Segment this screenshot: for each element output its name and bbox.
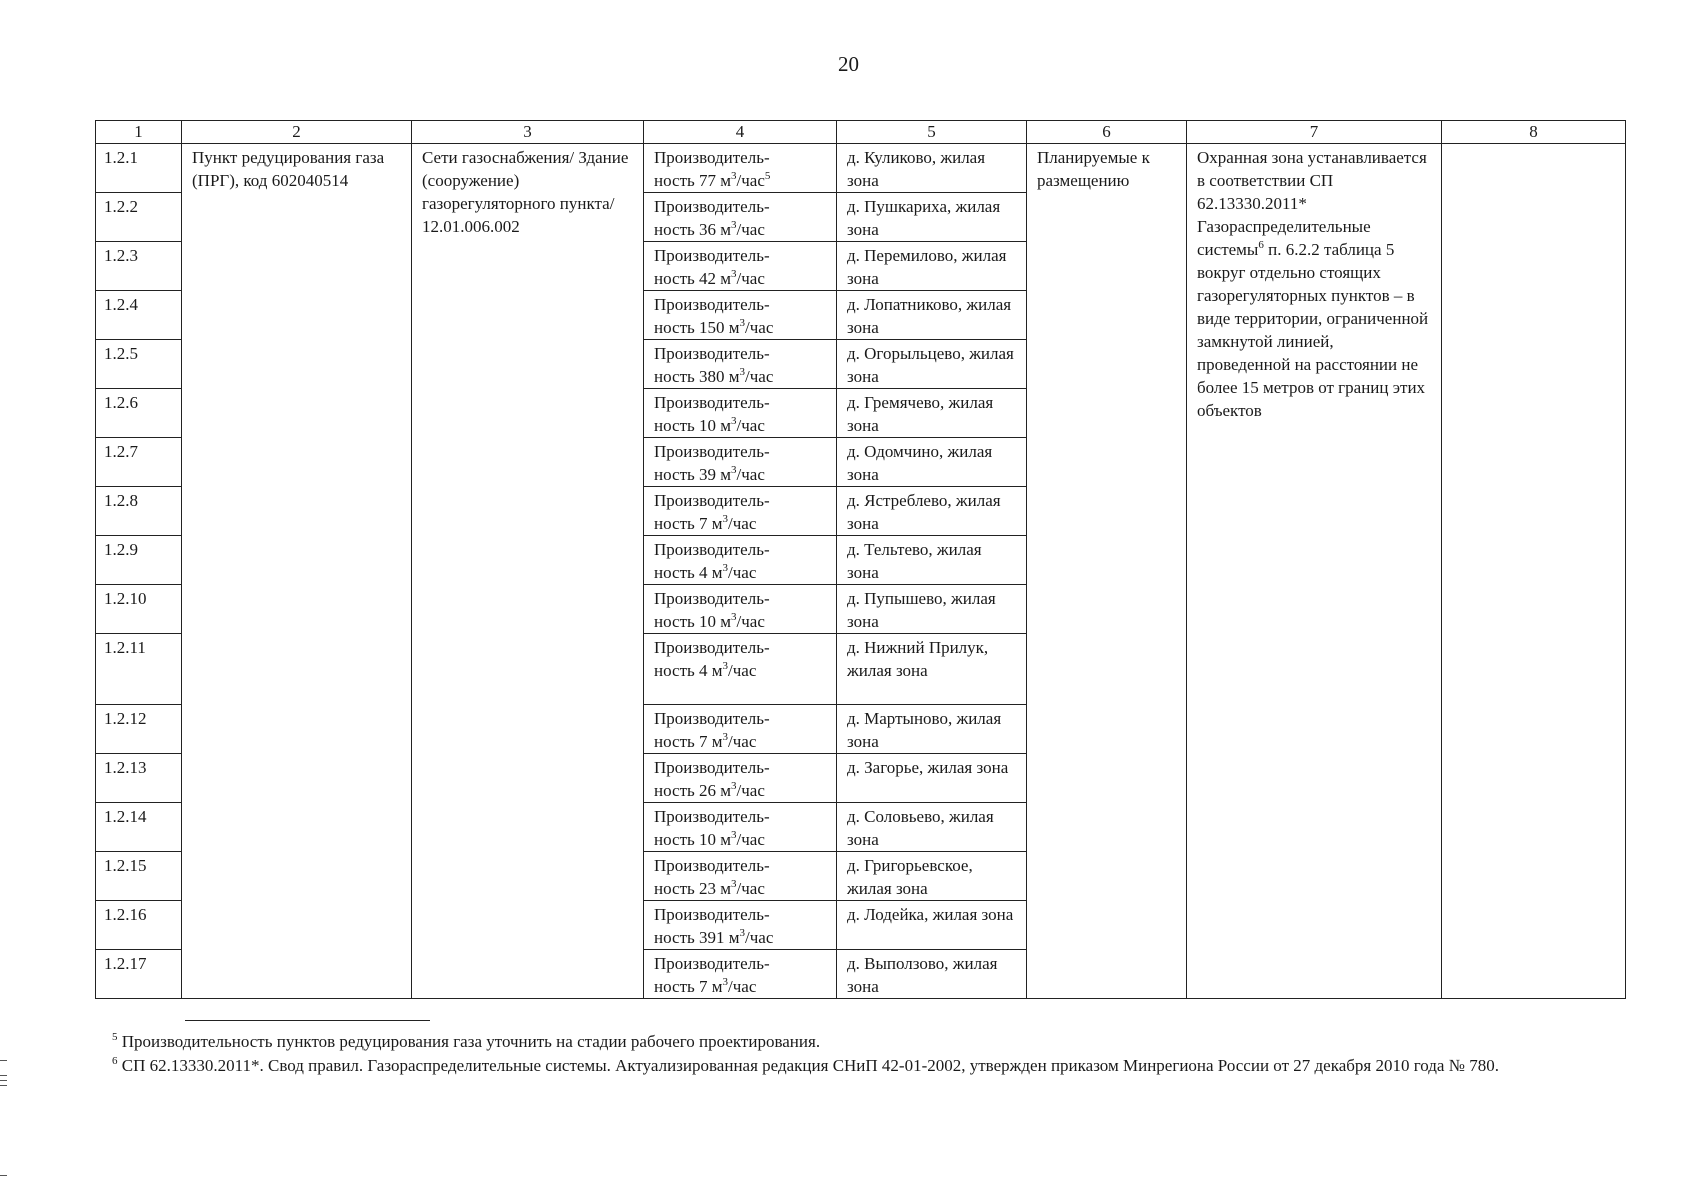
capacity-cell bbox=[644, 193, 837, 242]
column-header: 5 bbox=[837, 121, 1027, 144]
column-header: 1 bbox=[96, 121, 182, 144]
row-number: 1.2.17 bbox=[96, 950, 182, 999]
capacity-unit: м bbox=[720, 220, 732, 239]
capacity-unit-exponent: 3 bbox=[731, 170, 737, 182]
capacity-unit-exponent: 3 bbox=[722, 513, 729, 525]
capacity-cell bbox=[644, 242, 837, 291]
capacity-unit-suffix: /час bbox=[736, 171, 765, 190]
capacity-prefix: Производитель- bbox=[654, 491, 770, 510]
capacity-cell bbox=[644, 340, 837, 389]
row-number: 1.2.12 bbox=[96, 705, 182, 754]
capacity-unit-exponent: 3 bbox=[739, 927, 746, 939]
capacity-unit: м bbox=[728, 318, 740, 337]
capacity-unit-suffix: /час bbox=[736, 416, 765, 435]
capacity-word: ность bbox=[654, 732, 695, 751]
row-number: 1.2.7 bbox=[96, 438, 182, 487]
column-header: 3 bbox=[412, 121, 644, 144]
row-number: 1.2.2 bbox=[96, 193, 182, 242]
capacity-unit-exponent: 3 bbox=[731, 780, 737, 792]
footnote: $^6$ СП 62.13330.2011*. Свод правил. Газораспределительные системы. Актуализированная редакция СНиП 42-01-2002, утвержден приказом Минрегиона России от 27 декабря 2010 года № 780. bbox=[112, 1055, 1499, 1075]
capacity-value: 26 bbox=[699, 781, 716, 800]
capacity-unit: м bbox=[720, 269, 732, 288]
location-cell: д. Гремячево, жилая зона bbox=[837, 389, 1027, 438]
row-number: 1.2.11 bbox=[96, 634, 182, 705]
capacity-word: ность bbox=[654, 879, 695, 898]
capacity-prefix: Производитель- bbox=[654, 709, 770, 728]
capacity-unit: м bbox=[720, 612, 732, 631]
capacity-unit-suffix: /час bbox=[736, 465, 765, 484]
capacity-prefix: Производитель- bbox=[654, 540, 770, 559]
margin-mark bbox=[0, 1080, 7, 1081]
footnote-ref: 6 bbox=[1258, 239, 1264, 251]
protection-zone-text: Охранная зона устанавливается в соответствии СП 62.13330.2011* Газораспределительные системы bbox=[1197, 148, 1427, 259]
capacity-word: ность bbox=[654, 612, 695, 631]
capacity-prefix: Производитель- bbox=[654, 807, 770, 826]
column-header: 8 bbox=[1442, 121, 1626, 144]
location-cell: д. Ястреблево, жилая зона bbox=[837, 487, 1027, 536]
capacity-cell bbox=[644, 291, 837, 340]
capacity-unit-exponent: 3 bbox=[731, 415, 737, 427]
page-number: 20 bbox=[838, 52, 859, 76]
capacity-prefix: Производитель- bbox=[654, 197, 770, 216]
location-cell: д. Тельтево, жилая зона bbox=[837, 536, 1027, 585]
capacity-value: 380 bbox=[699, 367, 725, 386]
row-number: 1.2.13 bbox=[96, 754, 182, 803]
footnote-ref: 5 bbox=[764, 170, 771, 182]
margin-mark bbox=[0, 1085, 7, 1086]
capacity-unit: м bbox=[711, 977, 723, 996]
location-cell: д. Соловьево, жилая зона bbox=[837, 803, 1027, 852]
margin-mark bbox=[0, 1175, 7, 1176]
location-cell: д. Пушкариха, жилая зона bbox=[837, 193, 1027, 242]
capacity-unit-suffix: /час bbox=[736, 612, 765, 631]
capacity-unit: м bbox=[711, 661, 723, 680]
capacity-cell bbox=[644, 901, 837, 950]
object-name-cell: Пункт редуцирования газа (ПРГ), код 602040514 bbox=[182, 144, 412, 999]
capacity-word: ность bbox=[654, 928, 695, 947]
capacity-unit: м bbox=[720, 171, 732, 190]
location-cell: д. Огорыльцево, жилая зона bbox=[837, 340, 1027, 389]
capacity-unit: м bbox=[711, 514, 723, 533]
capacity-unit-exponent: 3 bbox=[722, 562, 729, 574]
capacity-cell bbox=[644, 585, 837, 634]
capacity-word: ность bbox=[654, 977, 695, 996]
capacity-word: ность bbox=[654, 220, 695, 239]
capacity-cell bbox=[644, 536, 837, 585]
capacity-word: ность bbox=[654, 416, 695, 435]
capacity-prefix: Производитель- bbox=[654, 905, 770, 924]
capacity-unit-exponent: 3 bbox=[731, 219, 737, 231]
footnote-separator bbox=[185, 1020, 430, 1021]
capacity-unit: м bbox=[711, 732, 723, 751]
capacity-unit-exponent: 3 bbox=[731, 268, 737, 280]
capacity-word: ность bbox=[654, 367, 695, 386]
capacity-cell bbox=[644, 438, 837, 487]
capacity-unit: м bbox=[720, 465, 732, 484]
capacity-unit-exponent: 3 bbox=[731, 464, 737, 476]
capacity-word: ность bbox=[654, 661, 695, 680]
capacity-value: 7 bbox=[699, 732, 708, 751]
row-number: 1.2.5 bbox=[96, 340, 182, 389]
capacity-unit-exponent: 3 bbox=[739, 366, 746, 378]
capacity-cell bbox=[644, 705, 837, 754]
capacity-prefix: Производитель- bbox=[654, 148, 770, 167]
column-header: 7 bbox=[1187, 121, 1442, 144]
capacity-cell bbox=[644, 144, 837, 193]
capacity-word: ность bbox=[654, 171, 695, 190]
location-cell: д. Лодейка, жилая зона bbox=[837, 901, 1027, 950]
capacity-word: ность bbox=[654, 563, 695, 582]
capacity-unit-exponent: 3 bbox=[722, 731, 729, 743]
capacity-cell bbox=[644, 852, 837, 901]
objects-table bbox=[95, 120, 1626, 999]
object-type-cell: Сети газоснабжения/ Здание (сооружение) газорегуляторного пункта/ 12.01.006.002 bbox=[412, 144, 644, 999]
capacity-unit: м bbox=[728, 928, 740, 947]
protection-zone-cell bbox=[1187, 144, 1442, 999]
capacity-value: 7 bbox=[699, 977, 708, 996]
capacity-prefix: Производитель- bbox=[654, 758, 770, 777]
capacity-value: 4 bbox=[699, 661, 708, 680]
capacity-unit-suffix: /час bbox=[745, 318, 774, 337]
table-header-row bbox=[96, 121, 1626, 144]
capacity-unit-suffix: /час bbox=[728, 514, 757, 533]
capacity-unit: м bbox=[720, 781, 732, 800]
status-cell: Планируемые к размещению bbox=[1027, 144, 1187, 999]
capacity-unit-suffix: /час bbox=[728, 563, 757, 582]
protection-zone-text: п. 6.2.2 таблица 5 вокруг отдельно стоящих газорегуляторных пунктов – в виде территории, ограниченной замкнутой линией, проведенной на расстоянии не более 15 метров от границ этих объектов bbox=[1197, 240, 1429, 420]
capacity-unit-exponent: 3 bbox=[731, 611, 737, 623]
capacity-unit-suffix: /час bbox=[736, 879, 765, 898]
capacity-unit-exponent: 3 bbox=[722, 976, 729, 988]
row-number: 1.2.10 bbox=[96, 585, 182, 634]
capacity-word: ность bbox=[654, 465, 695, 484]
margin-mark bbox=[0, 1060, 7, 1061]
capacity-cell bbox=[644, 634, 837, 705]
capacity-unit-suffix: /час bbox=[745, 367, 774, 386]
capacity-cell bbox=[644, 803, 837, 852]
capacity-word: ность bbox=[654, 318, 695, 337]
capacity-value: 36 bbox=[699, 220, 716, 239]
row-number: 1.2.16 bbox=[96, 901, 182, 950]
capacity-prefix: Производитель- bbox=[654, 295, 770, 314]
capacity-prefix: Производитель- bbox=[654, 393, 770, 412]
capacity-unit: м bbox=[720, 879, 732, 898]
capacity-prefix: Производитель- bbox=[654, 856, 770, 875]
margin-mark bbox=[0, 1075, 7, 1076]
capacity-unit-suffix: /час bbox=[728, 732, 757, 751]
capacity-cell bbox=[644, 950, 837, 999]
column-header: 6 bbox=[1027, 121, 1187, 144]
location-cell: д. Мартыново, жилая зона bbox=[837, 705, 1027, 754]
capacity-word: ность bbox=[654, 514, 695, 533]
capacity-unit-exponent: 3 bbox=[722, 660, 729, 672]
capacity-unit-suffix: /час bbox=[736, 830, 765, 849]
capacity-prefix: Производитель- bbox=[654, 589, 770, 608]
capacity-unit: м bbox=[720, 830, 732, 849]
capacity-unit: м bbox=[711, 563, 723, 582]
location-cell: д. Куликово, жилая зона bbox=[837, 144, 1027, 193]
location-cell: д. Лопатниково, жилая зона bbox=[837, 291, 1027, 340]
row-number: 1.2.6 bbox=[96, 389, 182, 438]
capacity-unit-exponent: 3 bbox=[731, 829, 737, 841]
row-number: 1.2.9 bbox=[96, 536, 182, 585]
location-cell: д. Пупышево, жилая зона bbox=[837, 585, 1027, 634]
capacity-word: ность bbox=[654, 781, 695, 800]
capacity-value: 10 bbox=[699, 416, 716, 435]
capacity-value: 391 bbox=[699, 928, 725, 947]
capacity-prefix: Производитель- bbox=[654, 344, 770, 363]
column-header: 4 bbox=[644, 121, 837, 144]
capacity-word: ность bbox=[654, 269, 695, 288]
capacity-value: 42 bbox=[699, 269, 716, 288]
capacity-unit-suffix: /час bbox=[728, 977, 757, 996]
capacity-value: 150 bbox=[699, 318, 725, 337]
row-number: 1.2.14 bbox=[96, 803, 182, 852]
capacity-unit-suffix: /час bbox=[736, 781, 765, 800]
capacity-unit-suffix: /час bbox=[736, 220, 765, 239]
footnote: $^5$ Производительность пунктов редуцирования газа уточнить на стадии рабочего проектирования. bbox=[112, 1031, 821, 1051]
row-number: 1.2.3 bbox=[96, 242, 182, 291]
capacity-value: 23 bbox=[699, 879, 716, 898]
capacity-unit-suffix: /час bbox=[728, 661, 757, 680]
capacity-value: 7 bbox=[699, 514, 708, 533]
capacity-cell bbox=[644, 487, 837, 536]
empty-cell bbox=[1442, 144, 1626, 999]
capacity-prefix: Производитель- bbox=[654, 442, 770, 461]
capacity-prefix: Производитель- bbox=[654, 638, 770, 657]
capacity-cell bbox=[644, 754, 837, 803]
capacity-value: 10 bbox=[699, 612, 716, 631]
capacity-value: 77 bbox=[699, 171, 716, 190]
capacity-unit-suffix: /час bbox=[736, 269, 765, 288]
location-cell: д. Одомчино, жилая зона bbox=[837, 438, 1027, 487]
location-cell: д. Нижний Прилук, жилая зона bbox=[837, 634, 1027, 705]
capacity-unit-suffix: /час bbox=[745, 928, 774, 947]
capacity-value: 10 bbox=[699, 830, 716, 849]
row-number: 1.2.8 bbox=[96, 487, 182, 536]
location-cell: д. Загорье, жилая зона bbox=[837, 754, 1027, 803]
capacity-unit: м bbox=[720, 416, 732, 435]
capacity-prefix: Производитель- bbox=[654, 954, 770, 973]
capacity-word: ность bbox=[654, 830, 695, 849]
row-number: 1.2.15 bbox=[96, 852, 182, 901]
capacity-unit: м bbox=[728, 367, 740, 386]
location-cell: д. Выползово, жилая зона bbox=[837, 950, 1027, 999]
capacity-prefix: Производитель- bbox=[654, 246, 770, 265]
footnotes bbox=[112, 1030, 1532, 1078]
capacity-cell bbox=[644, 389, 837, 438]
column-header: 2 bbox=[182, 121, 412, 144]
row-number: 1.2.4 bbox=[96, 291, 182, 340]
location-cell: д. Григорьевское, жилая зона bbox=[837, 852, 1027, 901]
capacity-value: 4 bbox=[699, 563, 708, 582]
row-number: 1.2.1 bbox=[96, 144, 182, 193]
capacity-value: 39 bbox=[699, 465, 716, 484]
capacity-unit-exponent: 3 bbox=[731, 878, 737, 890]
location-cell: д. Перемилово, жилая зона bbox=[837, 242, 1027, 291]
capacity-unit-exponent: 3 bbox=[739, 317, 746, 329]
table-row bbox=[96, 144, 1626, 193]
